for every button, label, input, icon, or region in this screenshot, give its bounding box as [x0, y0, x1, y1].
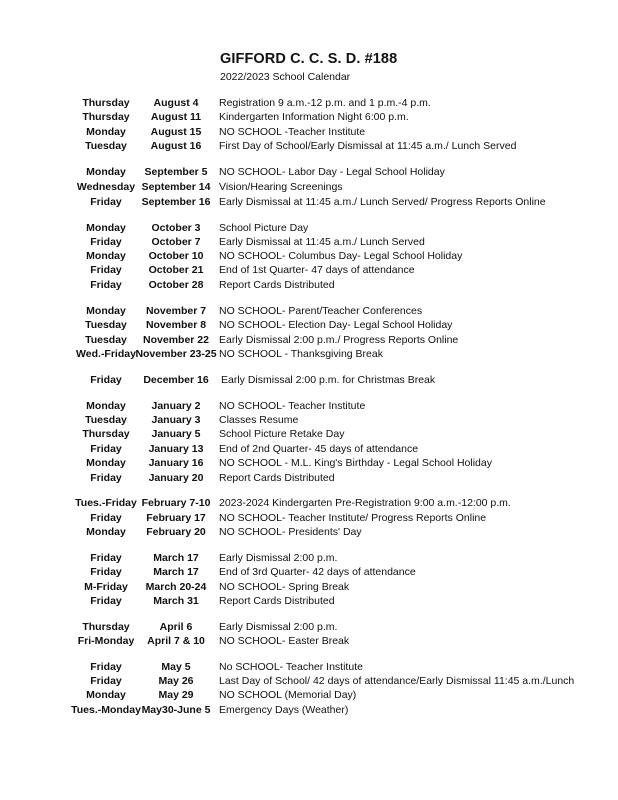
event-date: November 7 [145, 305, 207, 317]
event-description: End of 1st Quarter- 47 days of attendance [219, 264, 415, 276]
event-row [0, 318, 618, 332]
event-description: NO SCHOOL- Spring Break [219, 581, 350, 593]
event-date: January 3 [151, 414, 201, 426]
event-row [0, 565, 618, 579]
event-row [0, 620, 618, 634]
event-date: January 13 [148, 443, 204, 455]
event-day: Tuesday [85, 140, 127, 152]
event-description: NO SCHOOL- Columbus Day- Legal School Holiday [219, 250, 463, 262]
event-description: Registration 9 a.m.-12 p.m. and 1 p.m.-4 p.m. [219, 97, 431, 109]
event-row [0, 165, 618, 179]
event-description: End of 2nd Quarter- 45 days of attendance [219, 443, 419, 455]
event-day: Thursday [82, 621, 130, 633]
event-date: May 29 [158, 689, 194, 701]
event-day: Friday [90, 512, 122, 524]
event-date: August 15 [150, 126, 202, 138]
event-date: November 23-25 [135, 348, 217, 360]
event-row [0, 580, 618, 594]
event-day: Monday [86, 526, 126, 538]
event-date: February 7-10 [141, 497, 211, 509]
event-date: January 16 [148, 457, 204, 469]
event-day: Monday [86, 457, 126, 469]
event-description: Report Cards Distributed [219, 472, 335, 484]
event-day: Tuesday [85, 414, 127, 426]
event-description: NO SCHOOL- Easter Break [219, 635, 350, 647]
event-description: NO SCHOOL -Teacher Institute [219, 126, 366, 138]
event-day: Monday [86, 250, 126, 262]
event-description: End of 3rd Quarter- 42 days of attendance [219, 566, 416, 578]
event-description: Early Dismissal 2:00 p.m./ Progress Reports Online [219, 334, 459, 346]
event-row [0, 525, 618, 539]
event-date: September 14 [141, 181, 211, 193]
event-day: Monday [86, 222, 126, 234]
event-date: October 10 [148, 250, 204, 262]
event-day: Wednesday [76, 181, 136, 193]
event-description: NO SCHOOL - M.L. King's Birthday - Legal School Holiday [219, 457, 492, 469]
event-description: 2023-2024 Kindergarten Pre-Registration 9:00 a.m.-12:00 p.m. [219, 497, 511, 509]
event-day: Thursday [82, 111, 130, 123]
event-day: Friday [90, 552, 122, 564]
event-row [0, 442, 618, 456]
event-description: NO SCHOOL- Teacher Institute/ Progress Reports Online [219, 512, 487, 524]
event-day: M-Friday [84, 581, 128, 593]
event-description: First Day of School/Early Dismissal at 11:45 a.m./ Lunch Served [219, 140, 517, 152]
event-date: October 7 [151, 236, 201, 248]
event-date: October 28 [148, 279, 204, 291]
event-day: Fri-Monday [77, 635, 135, 647]
event-date: January 5 [151, 428, 201, 440]
event-description: School Picture Day [219, 222, 309, 234]
event-day: Tues.-Monday [71, 704, 141, 716]
event-description: School Picture Retake Day [219, 428, 345, 440]
event-row [0, 304, 618, 318]
event-row [0, 96, 618, 110]
event-date: January 20 [148, 472, 204, 484]
event-description: Classes Resume [219, 414, 299, 426]
event-date: August 16 [150, 140, 202, 152]
event-day: Tuesday [85, 319, 127, 331]
page-title: GIFFORD C. C. S. D. #188 [220, 51, 398, 67]
event-date: March 31 [153, 595, 199, 607]
event-row [0, 125, 618, 139]
event-description: Early Dismissal 2:00 p.m. for Christmas Break [221, 374, 436, 386]
event-row [0, 551, 618, 565]
event-date: May30-June 5 [141, 704, 211, 716]
event-day: Tues.-Friday [75, 497, 137, 509]
event-row [0, 347, 618, 361]
event-description: Report Cards Distributed [219, 595, 335, 607]
event-description: NO SCHOOL- Teacher Institute [219, 400, 366, 412]
event-day: Monday [86, 689, 126, 701]
event-description: Early Dismissal 2:00 p.m. [219, 552, 338, 564]
event-date: February 17 [146, 512, 206, 524]
event-date: October 21 [148, 264, 204, 276]
event-date: May 5 [161, 661, 191, 673]
event-row [0, 110, 618, 124]
event-day: Thursday [82, 97, 130, 109]
event-row [0, 195, 618, 209]
event-day: Monday [86, 305, 126, 317]
event-row [0, 249, 618, 263]
event-description: Early Dismissal at 11:45 a.m./ Lunch Served/ Progress Reports Online [219, 196, 546, 208]
event-day: Friday [90, 236, 122, 248]
event-date: September 5 [144, 166, 208, 178]
event-date: April 7 & 10 [147, 635, 205, 647]
event-row [0, 180, 618, 194]
event-row [0, 235, 618, 249]
event-day: Friday [90, 196, 122, 208]
event-row [0, 427, 618, 441]
event-row [0, 688, 618, 702]
event-row [0, 221, 618, 235]
event-description: Vision/Hearing Screenings [219, 181, 343, 193]
event-date: November 22 [143, 334, 209, 346]
event-day: Friday [90, 443, 122, 455]
event-date: January 2 [151, 400, 201, 412]
event-description: NO SCHOOL - Thanksgiving Break [219, 348, 383, 360]
event-description: NO SCHOOL- Presidents' Day [219, 526, 362, 538]
event-description: Early Dismissal at 11:45 a.m./ Lunch Served [219, 236, 425, 248]
event-day: Friday [90, 279, 122, 291]
event-description: Kindergarten Information Night 6:00 p.m. [219, 111, 409, 123]
event-date: March 17 [153, 552, 199, 564]
event-row [0, 413, 618, 427]
event-day: Friday [90, 595, 122, 607]
event-day: Monday [86, 400, 126, 412]
event-date: October 3 [151, 222, 201, 234]
event-description: Emergency Days (Weather) [219, 704, 349, 716]
event-date: February 20 [146, 526, 206, 538]
event-row [0, 511, 618, 525]
event-day: Friday [90, 566, 122, 578]
event-row [0, 634, 618, 648]
event-description: NO SCHOOL (Memorial Day) [219, 689, 357, 701]
event-row [0, 333, 618, 347]
event-date: December 16 [143, 374, 209, 386]
event-day: Friday [90, 675, 122, 687]
event-description: Last Day of School/ 42 days of attendance/Early Dismissal 11:45 a.m./Lunch [219, 675, 575, 687]
event-description: Early Dismissal 2:00 p.m. [219, 621, 338, 633]
event-row [0, 660, 618, 674]
event-row [0, 139, 618, 153]
event-date: November 8 [145, 319, 207, 331]
event-description: NO SCHOOL- Labor Day - Legal School Holiday [219, 166, 445, 178]
event-row [0, 674, 618, 688]
event-description: NO SCHOOL- Election Day- Legal School Holiday [219, 319, 453, 331]
event-day: Thursday [82, 428, 130, 440]
event-row [0, 263, 618, 277]
event-row [0, 594, 618, 608]
event-date: September 16 [141, 196, 211, 208]
event-day: Tuesday [85, 334, 127, 346]
event-date: August 11 [150, 111, 202, 123]
event-row [0, 399, 618, 413]
event-day: Friday [90, 472, 122, 484]
event-date: March 20-24 [145, 581, 207, 593]
event-description: No SCHOOL- Teacher Institute [219, 661, 363, 673]
event-date: May 26 [158, 675, 194, 687]
event-row [0, 373, 618, 387]
event-day: Monday [86, 166, 126, 178]
event-day: Friday [90, 661, 122, 673]
event-row [0, 496, 618, 510]
event-day: Monday [86, 126, 126, 138]
event-day: Wed.-Friday [76, 348, 136, 360]
event-date: April 6 [159, 621, 193, 633]
event-description: Report Cards Distributed [219, 279, 335, 291]
event-day: Friday [90, 264, 122, 276]
event-date: August 4 [153, 97, 199, 109]
page-subtitle: 2022/2023 School Calendar [220, 71, 351, 83]
event-row [0, 703, 618, 717]
event-description: NO SCHOOL- Parent/Teacher Conferences [219, 305, 423, 317]
event-row [0, 471, 618, 485]
event-row [0, 456, 618, 470]
event-day: Friday [90, 374, 122, 386]
event-row [0, 278, 618, 292]
event-date: March 17 [153, 566, 199, 578]
